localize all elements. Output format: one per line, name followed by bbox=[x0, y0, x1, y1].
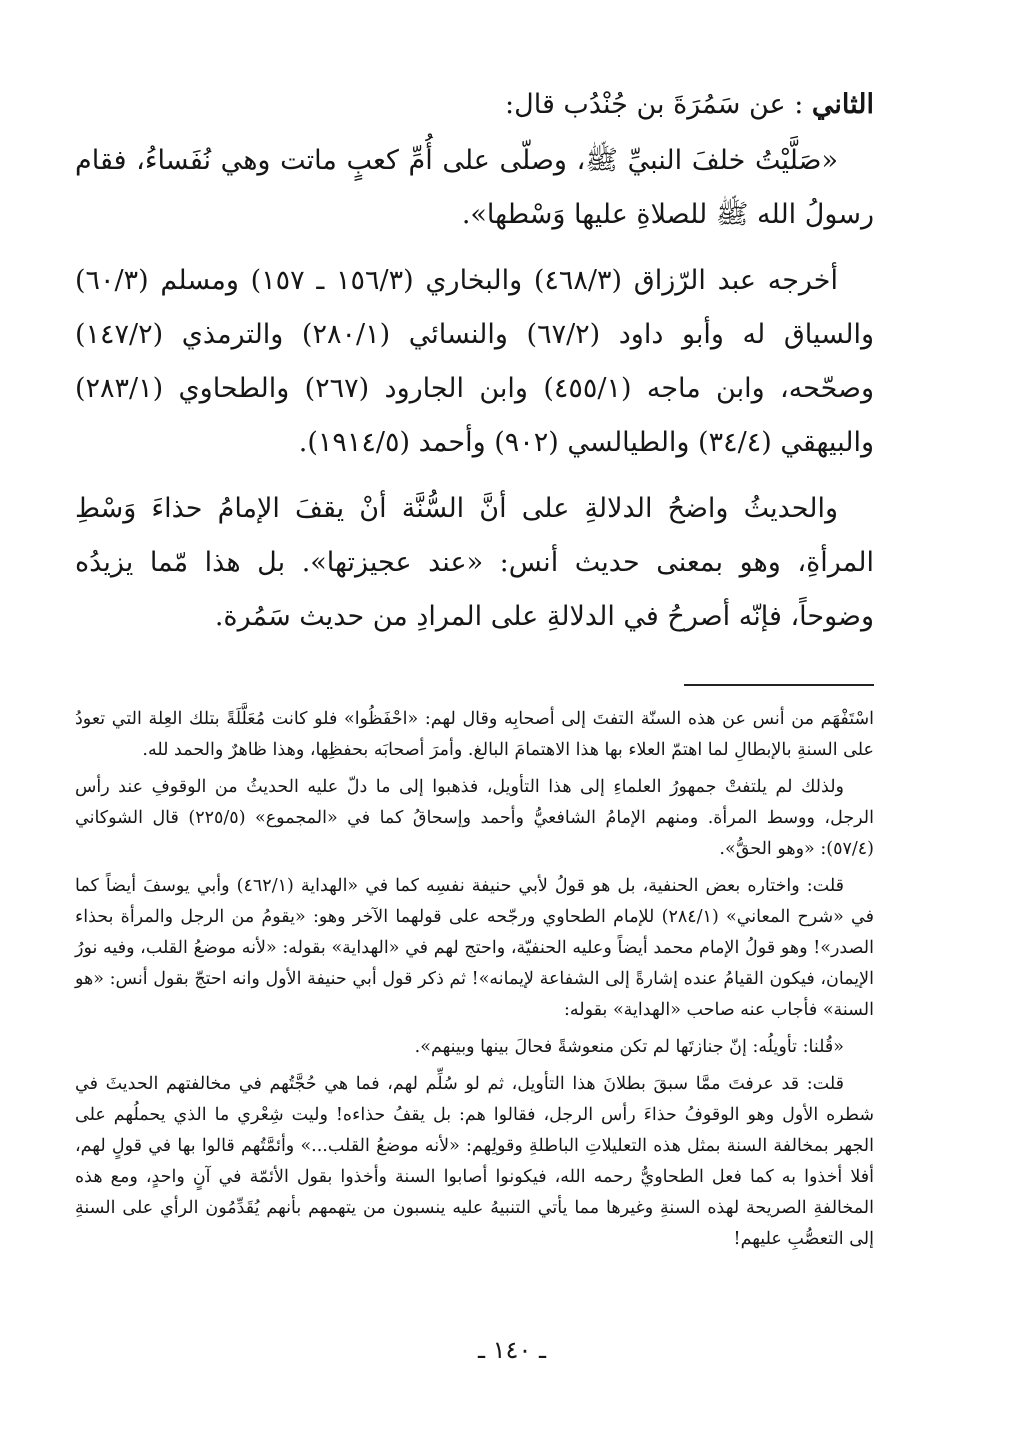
section-heading bbox=[75, 78, 874, 132]
footnote-paragraph: قلت: قد عرفتَ ممَّا سبقَ بطلانَ هذا التأويل، ثم لو سُلِّم لهم، فما هي حُجَّتُهم في مخالفتهم الحديثَ في شطره الأول وهو الوقوفُ حذاءَ رأس الرجل، فقالوا هم: بل يقفُ حذاءه! وليت شِعْري ما الذي يحملُهم على الجهر بمخالفة السنة بمثل هذه التعليلاتِ الباطلةِ وقولِهم: «لأنه موضعُ القلب...» وأئمَّتُهم قالوا بها في قولٍ لهم، أفلا أخذوا به كما فعل الطحاويُّ رحمه الله، فيكونوا أصابوا السنة وأخذوا بقول الأئمّة في آنٍ واحدٍ، ومع هذه المخالفةِ الصريحة لهذه السنةِ وغيرها مما يأتي التنبيهُ عليه ينسبون من يتهمهم بأنهم يُقَدِّمُون الرأي على السنةِ إلى التعصُّبِ عليهم! bbox=[75, 1074, 874, 1249]
footnote-paragraph: اسْتَفْهَم من أنس عن هذه السنّة التفتَ إلى أصحابِه وقال لهم: «احْفَظُوا» فلو كانت مُعَلَّلَةً بتلك العِلة التي تعودُ على السنةِ بالإبطالِ لما اهتمّ العلاء بها هذا الاهتمامَ البالغ. وأمرَ أصحابَه بحفظِها، وهذا ظاهرٌ والحمد لله. bbox=[75, 709, 874, 760]
main-text bbox=[75, 78, 874, 644]
hadith-text: «صَلَّيْتُ خلفَ النبيِّ ﷺ، وصلّى على أُمِّ كعبٍ ماتت وهي نُفَساءُ، فقام رسولُ الله ﷺ للصلاةِ عليها وَسْطها». bbox=[75, 145, 874, 230]
footnote-paragraph: قلت: واختاره بعض الحنفية، بل هو قولُ لأبي حنيفة نفسِه كما في «الهداية (٤٦٢/١) وأبي يوسفَ أيضاً كما في «شرح المعاني» (٢٨٤/١) للإمام الطحاوي ورجّحه على قولهما الآخر وهو: «يقومُ من الرجل والمرأة بحذاء الصدر»! وهو قولُ الإمام محمد أيضاً وعليه الحنفيّة، واحتج لهم في «الهداية» بقوله: «لأنه موضعُ القلب، وفيه نورُ الإيمان، فيكون القيامُ عنده إشارةً إلى الشفاعة لإيمانه»! ثم ذكر قول أبي حنيفة الأول وانه احتجّ بقول أنس: «هو السنة» فأجاب عنه صاحب «الهداية» بقوله: bbox=[75, 876, 874, 1020]
heading-rest: : عن سَمُرَةَ بن جُنْدُب قال: bbox=[505, 89, 812, 120]
footnotes bbox=[75, 704, 874, 1255]
page-number: ـ ١٤٠ ـ bbox=[477, 1336, 546, 1364]
footnote-separator bbox=[684, 684, 874, 686]
heading-lead: الثاني bbox=[811, 89, 874, 120]
footnote-paragraph: «قُلنا: تأويلُه: إنّ جنازتَها لم تكن منعوشةً فحالَ بينها وبينهم». bbox=[414, 1037, 844, 1057]
takhrij-paragraph: أخرجه عبد الرّزاق (٤٦٨/٣) والبخاري (١٥٦/٣ ـ ١٥٧) ومسلم (٦٠/٣) والسياق له وأبو داود (٦٧/٢) والنسائي (٢٨٠/١) والترمذي (١٤٧/٢) وصحّحه، وابن ماجه (٤٥٥/١) وابن الجارود (٢٦٧) والطحاوي (٢٨٣/١) والبيهقي (٣٤/٤) والطيالسي (٩٠٢) وأحمد (١٩١٤/٥). bbox=[75, 265, 874, 458]
commentary-paragraph: والحديثُ واضحُ الدلالةِ على أنَّ السُّنَّة أنْ يقفَ الإمامُ حذاءَ وَسْطِ المرأةِ، وهو بمعنى حديث أنس: «عند عجيزتها». بل هذا مّما يزيدُه وضوحاً، فإنّه أصرحُ في الدلالةِ على المرادِ من حديث سَمُرة. bbox=[75, 493, 874, 632]
footnote-paragraph: ولذلك لم يلتفتْ جمهورُ العلماءِ إلى هذا التأويل، فذهبوا إلى ما دلّ عليه الحديثُ من الوقوفِ عند رأس الرجل، ووسط المرأة. ومنهم الإمامُ الشافعيُّ وأحمد وإسحاقُ كما في «المجموع» (٢٢٥/٥) قال الشوكاني (٥٧/٤): «وهو الحقُّ». bbox=[75, 777, 874, 859]
